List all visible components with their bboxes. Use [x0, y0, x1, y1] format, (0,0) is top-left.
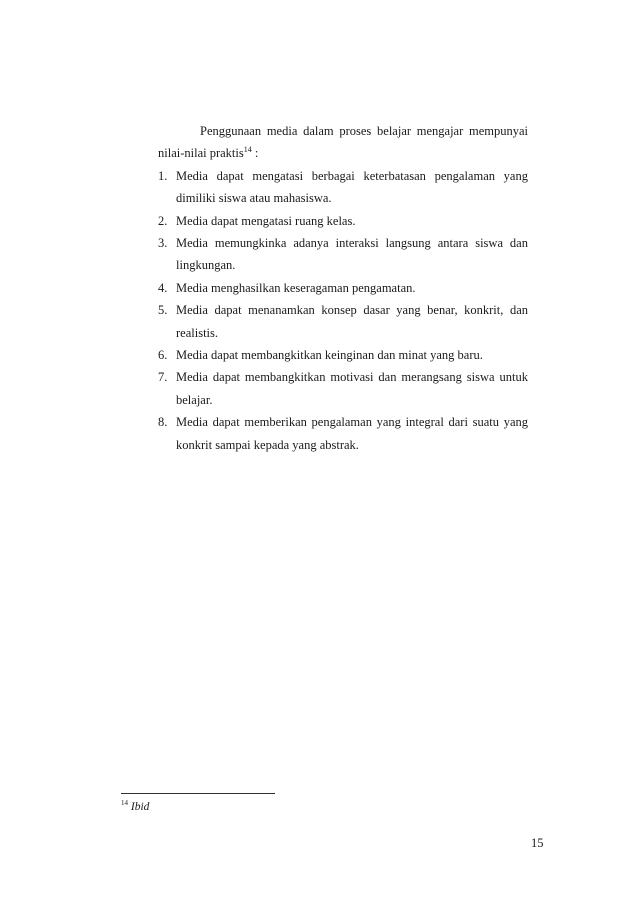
- list-item-number: 7.: [158, 370, 168, 385]
- list-item-text: Media menghasilkan keseragaman pengamatan.: [176, 280, 416, 295]
- list-item-text: Media dapat memberikan pengalaman yang integral dari suatu yang konkrit sampai kepada yang abstrak.: [176, 415, 528, 452]
- footnote-separator: [121, 793, 275, 794]
- list-item-text: Media dapat menanamkan konsep dasar yang benar, konkrit, dan realistis.: [176, 303, 528, 340]
- intro-text: Penggunaan media dalam proses belajar mengajar mempunyai nilai-nilai praktis: [158, 124, 528, 161]
- intro-paragraph: [158, 120, 528, 165]
- list-item-text: Media memungkinka adanya interaksi langsung antara siswa dan lingkungan.: [176, 236, 528, 273]
- page-number: 15: [531, 836, 544, 850]
- list-item: [158, 299, 528, 344]
- list-item-number: 3.: [158, 236, 168, 251]
- list-item-number: 4.: [158, 280, 168, 295]
- list-item-text: Media dapat mengatasi ruang kelas.: [176, 213, 356, 228]
- body-text: [158, 120, 528, 456]
- list-item-number: 8.: [158, 415, 168, 430]
- list-item-number: 2.: [158, 213, 168, 228]
- list-item-text: Media dapat membangkitkan motivasi dan merangsang siswa untuk belajar.: [176, 370, 528, 407]
- footnote-text: Ibid: [130, 801, 150, 813]
- list-item: [158, 232, 528, 277]
- footnote: [121, 799, 149, 815]
- intro-colon: :: [251, 146, 259, 161]
- list-item-number: 6.: [158, 348, 168, 363]
- list-item: [158, 210, 528, 232]
- list-item: [158, 411, 528, 456]
- list-item: [158, 366, 528, 411]
- footnote-marker: 14: [121, 799, 128, 808]
- footnote-reference: 14: [243, 145, 252, 155]
- numbered-list: [158, 165, 528, 456]
- list-item: [158, 344, 528, 366]
- list-item-number: 5.: [158, 303, 168, 318]
- list-item-text: Media dapat membangkitkan keinginan dan minat yang baru.: [176, 348, 483, 363]
- list-item: [158, 165, 528, 210]
- list-item: [158, 277, 528, 299]
- list-item-text: Media dapat mengatasi berbagai keterbatasan pengalaman yang dimiliki siswa atau mahasiswa.: [176, 168, 528, 206]
- list-item-number: 1.: [158, 168, 168, 183]
